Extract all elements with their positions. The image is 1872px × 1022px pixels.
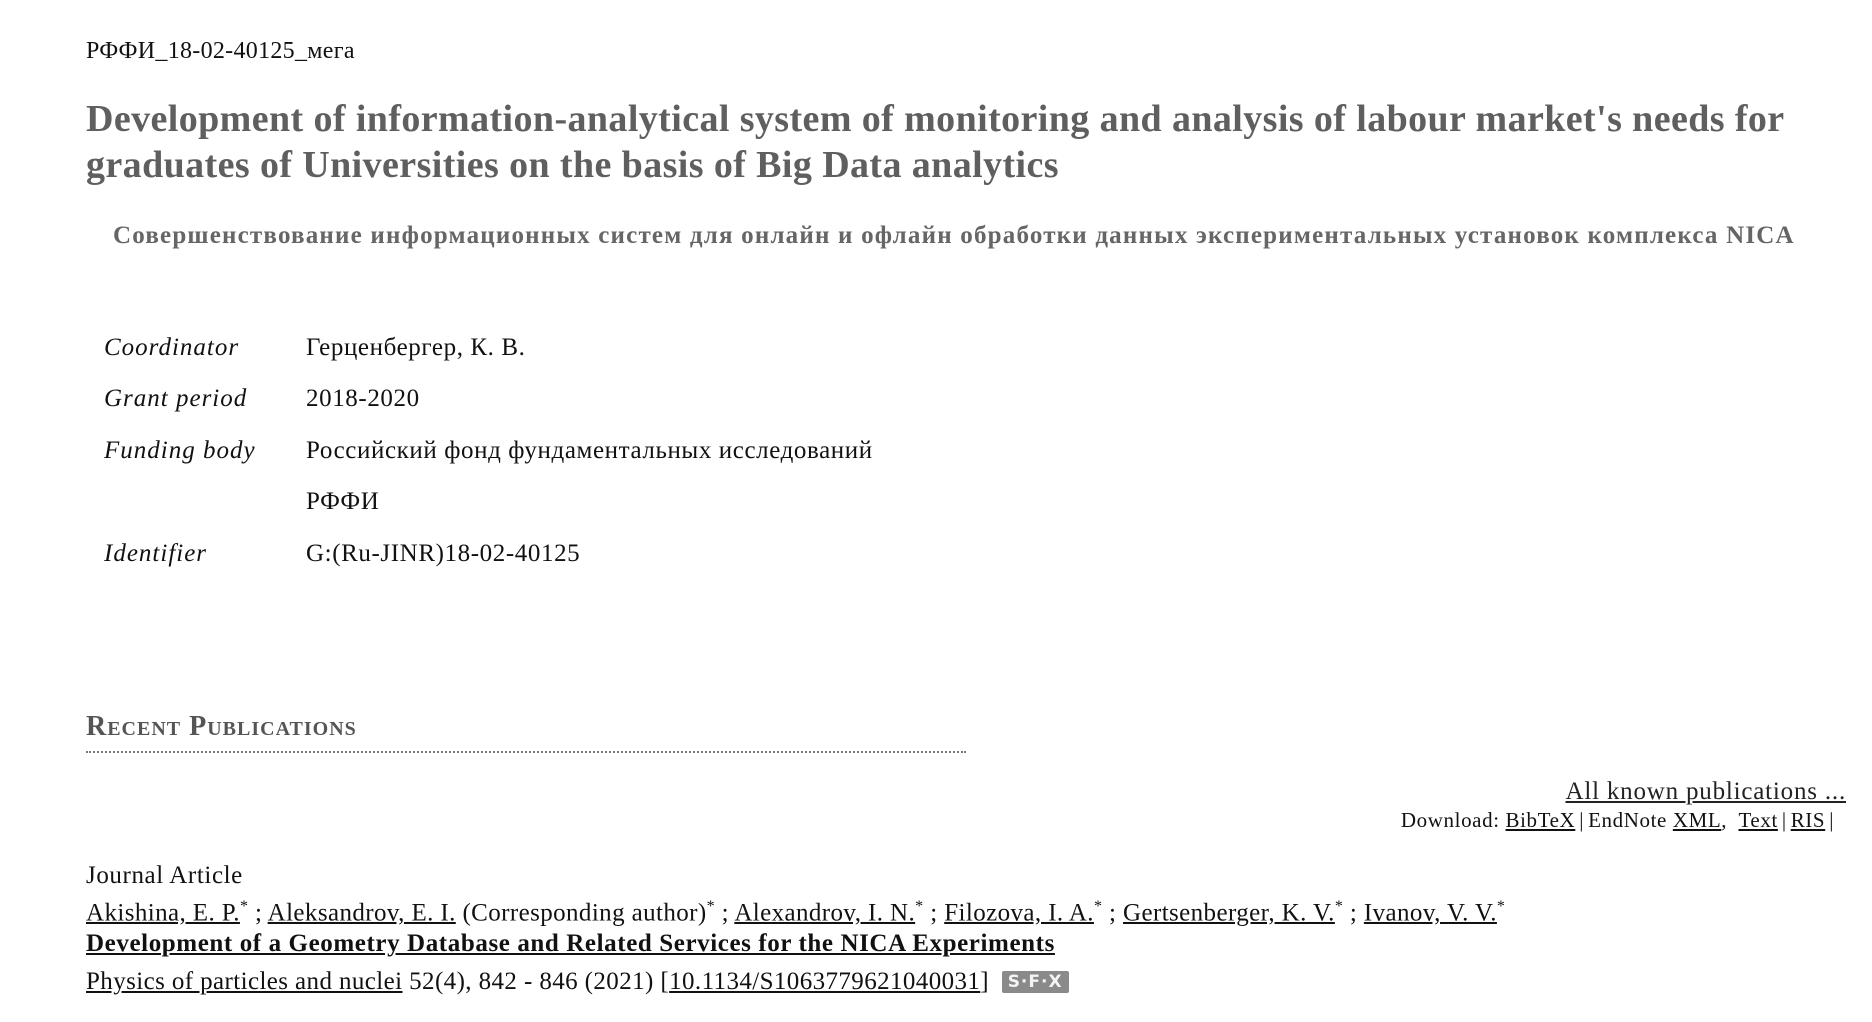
coordinator-value: Герценбергер, К. В. — [306, 333, 526, 361]
recent-publications-heading: Recent Publications — [86, 711, 966, 753]
all-known-publications-link[interactable]: All known publications ... — [1565, 778, 1846, 805]
grant-subtitle: Совершенствование информационных систем для онлайн и офлайн обработки данных экспериментальных установок комплекса NICA — [113, 222, 1795, 249]
coordinator-row — [104, 322, 873, 374]
grant-period-row — [104, 374, 873, 426]
bibtex-link[interactable]: BibTeX — [1505, 808, 1576, 832]
separator: | — [1579, 808, 1585, 832]
author-mark: * — [706, 898, 716, 915]
empty-label — [104, 477, 306, 529]
download-formats: Download: BibTeX | EndNote XML, Text | RIS | — [1400, 808, 1834, 832]
grant-period-value: 2018-2020 — [306, 385, 420, 413]
author-mark: * — [239, 898, 249, 915]
doi-link[interactable]: 10.1134/S1063779621040031 — [669, 968, 981, 995]
publication-type: Journal Article — [86, 862, 243, 889]
identifier-label: Identifier — [104, 539, 208, 567]
author-link[interactable]: Filozova, I. A. — [944, 899, 1094, 927]
publication-title-link[interactable]: Development of a Geometry Database and Related Services for the NICA Experiments — [86, 930, 1055, 957]
separator: | — [1829, 808, 1834, 832]
identifier-value: G:(Ru-JINR)18-02-40125 — [306, 539, 581, 567]
author-mark: * — [1334, 898, 1344, 915]
endnote-label: EndNote — [1588, 808, 1667, 832]
ris-link[interactable]: RIS — [1790, 808, 1826, 832]
author-link[interactable]: Ivanov, V. V. — [1363, 899, 1497, 927]
publication-citation: Physics of particles and nuclei 52(4), 842 - 846 (2021) [10.1134/S1063779621040031] S·F·X — [86, 968, 1069, 996]
separator: | — [1781, 808, 1787, 832]
publication-details: 52(4), 842 - 846 (2021) — [409, 968, 654, 995]
grant-title: Development of information-analytical system of monitoring and analysis of labour market's needs for graduates of Universities on the basis of Big Data analytics — [86, 98, 1784, 186]
funding-body-value: Российский фонд фундаментальных исследований — [306, 436, 873, 464]
journal-link[interactable]: Physics of particles and nuclei — [86, 968, 403, 995]
funding-body-abbr: РФФИ — [306, 488, 380, 516]
author-link[interactable]: Aleksandrov, E. I. — [267, 899, 456, 927]
identifier-row — [104, 528, 873, 580]
author-mark: * — [1093, 898, 1103, 915]
sfx-button[interactable]: S·F·X — [1002, 971, 1069, 993]
author-link[interactable]: Akishina, E. P. — [86, 899, 240, 927]
grant-short-id: РФФИ_18-02-40125_мега — [86, 38, 355, 64]
author-mark: * — [915, 898, 924, 915]
publication-authors: Akishina, E. P.* ; Aleksandrov, E. I. (Corresponding author)* ; Alexandrov, I. N.* ; Filozova, I. A.* ; Gertsenberger, K. V.* ; Ivanov, V. V.* — [86, 898, 1506, 927]
coordinator-label: Coordinator — [104, 333, 240, 361]
funding-body-abbr-row — [104, 477, 873, 529]
grant-metadata-table — [104, 322, 873, 580]
author-mark: * — [1496, 898, 1506, 915]
funding-body-label: Funding body — [104, 436, 256, 464]
author-link[interactable]: Gertsenberger, K. V. — [1123, 899, 1335, 927]
download-label: Download: — [1400, 808, 1500, 832]
funding-body-row — [104, 425, 873, 477]
endnote-xml-link[interactable]: XML — [1672, 808, 1722, 832]
grant-period-label: Grant period — [104, 385, 248, 413]
text-link[interactable]: Text — [1738, 808, 1778, 832]
author-link[interactable]: Alexandrov, I. N. — [734, 899, 916, 927]
author-note: (Corresponding author) — [462, 899, 707, 927]
